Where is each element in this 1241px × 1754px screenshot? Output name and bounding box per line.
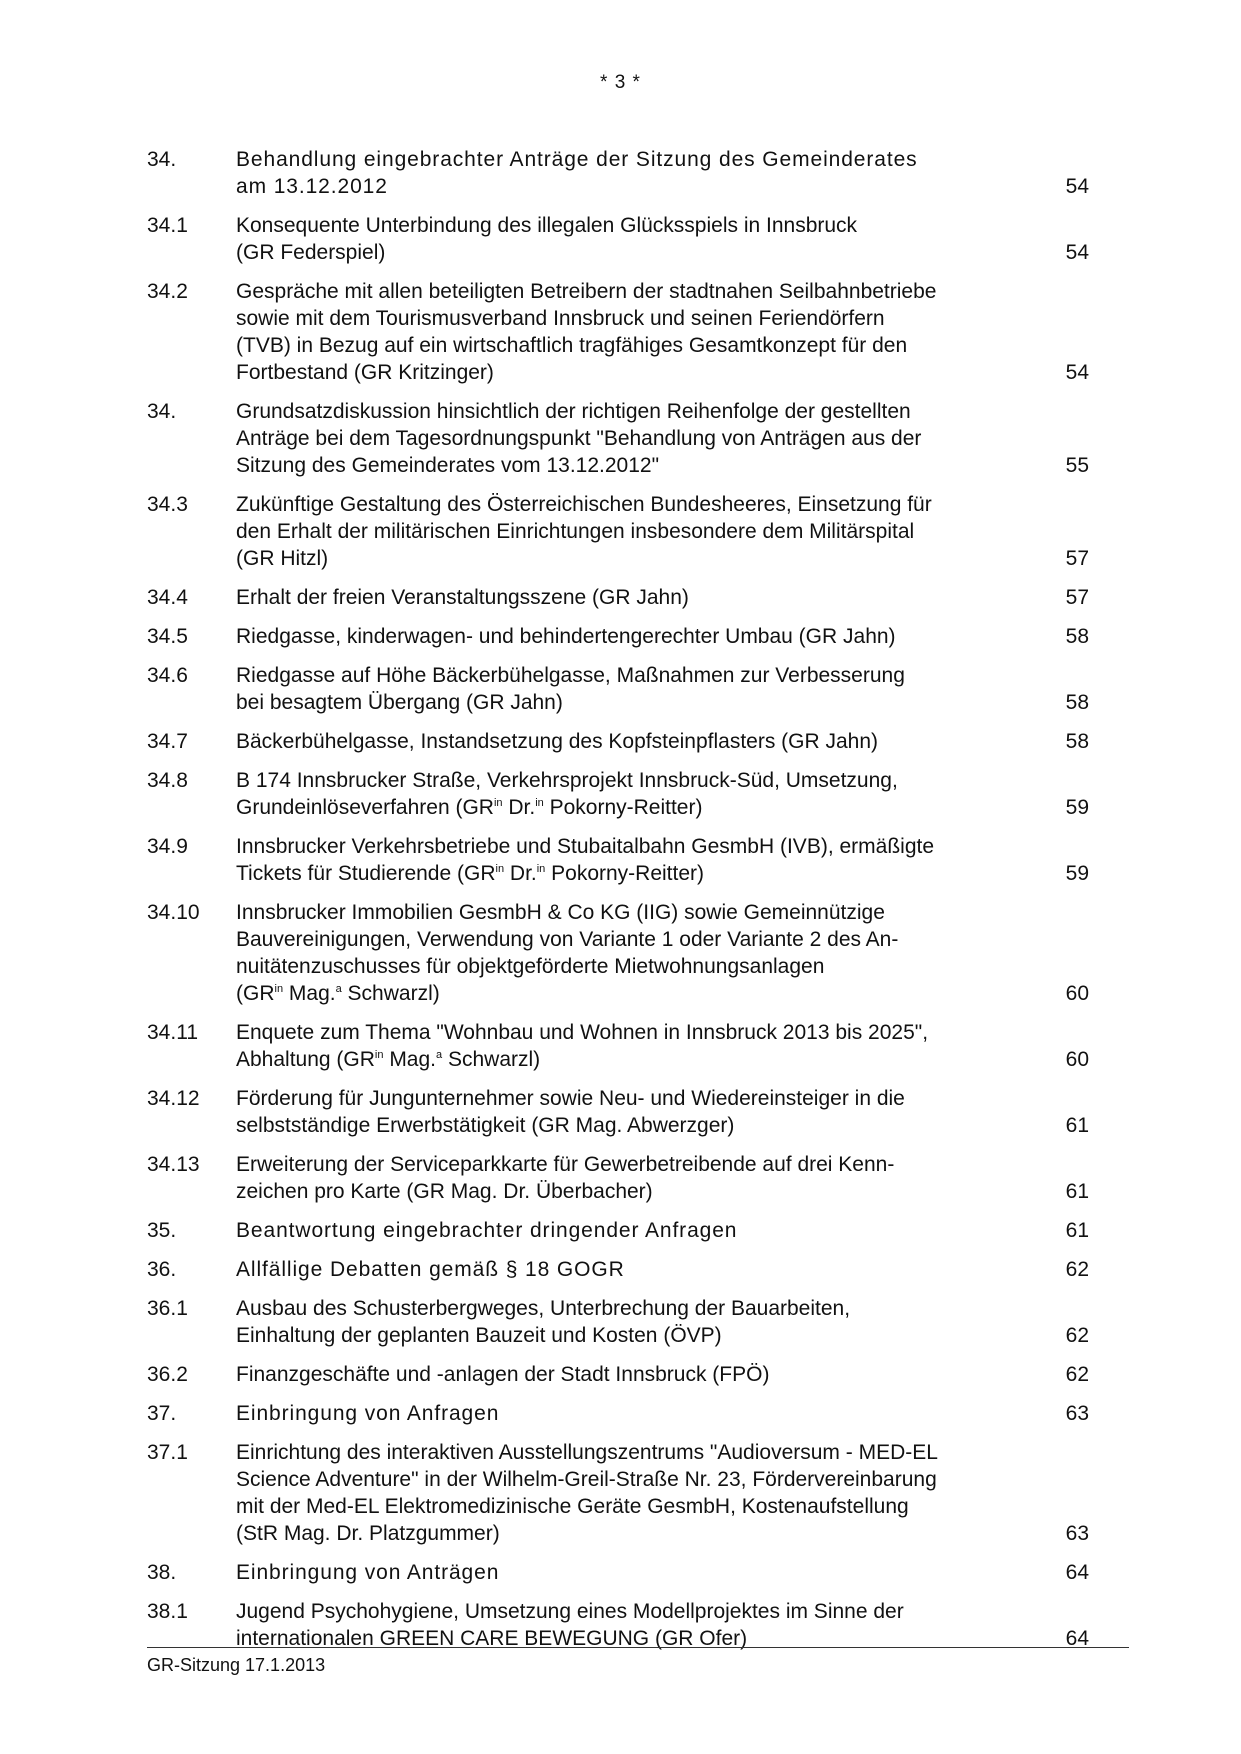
toc-entry: [147, 491, 1089, 572]
toc-entry-number: 34.1: [147, 214, 188, 237]
toc-entry-title-line: Finanzgeschäfte und -anlagen der Stadt Innsbruck (FPÖ): [236, 1363, 770, 1386]
toc-entry-title: [236, 728, 1039, 755]
toc-entry-number: 36.: [147, 1258, 177, 1281]
toc-entry-title: [236, 146, 1039, 200]
toc-entry-title-line: Grundsatzdiskussion hinsichtlich der richtigen Reihenfolge der gestellten: [236, 400, 911, 423]
toc-entry-title-line: (TVB) in Bezug auf ein wirtschaftlich tragfähiges Gesamtkonzept für den: [236, 334, 908, 357]
toc-entry-title-line: Bauvereinigungen, Verwendung von Variante 1 oder Variante 2 des An-: [236, 928, 899, 951]
toc-entry-title-line: Einbringung von Anträgen: [236, 1561, 500, 1584]
toc-entry-title-line: mit der Med-EL Elektromedizinische Geräte GesmbH, Kostenaufstellung: [236, 1495, 909, 1518]
toc-entry-title: [236, 833, 1039, 887]
toc-entry-title-line: Enquete zum Thema "Wohnbau und Wohnen in Innsbruck 2013 bis 2025",: [236, 1021, 929, 1044]
toc-entry: [147, 278, 1089, 386]
toc-entry-title-line: Einbringung von Anfragen: [236, 1402, 500, 1425]
toc-entry-title-line: am 13.12.2012: [236, 175, 388, 198]
toc-entry-title: [236, 1217, 1039, 1244]
toc-entry-title: [236, 899, 1039, 1007]
toc-entry-page: 61: [1065, 1219, 1089, 1242]
toc-entry-number: 34.4: [147, 586, 188, 609]
toc-entry-page: 59: [1065, 796, 1089, 819]
toc-entry-number: 37.: [147, 1402, 177, 1425]
toc-entry-title: [236, 1559, 1039, 1586]
toc-entry: [147, 1439, 1089, 1547]
toc-entry-title-line: selbstständige Erwerbstätigkeit (GR Mag. Abwerzger): [236, 1114, 735, 1137]
toc-entry-page: 61: [1065, 1114, 1089, 1137]
toc-entry-title-line: Fortbestand (GR Kritzinger): [236, 361, 494, 384]
toc-entry-title: [236, 623, 1039, 650]
toc-entry: [147, 584, 1089, 611]
toc-entry-title-line: Anträge bei dem Tagesordnungspunkt "Behandlung von Anträgen aus der: [236, 427, 922, 450]
toc-entry-title: [236, 398, 1039, 479]
toc-entry-title: [236, 1151, 1039, 1205]
toc-entry: [147, 1085, 1089, 1139]
toc-entry-number: 34.: [147, 400, 177, 423]
toc-entry-page: 61: [1065, 1180, 1089, 1203]
toc-entry-number: 34.5: [147, 625, 188, 648]
toc-entry-page: 64: [1065, 1627, 1089, 1650]
toc-entry-number: 37.1: [147, 1441, 188, 1464]
toc-entry-title: [236, 584, 1039, 611]
toc-entry-number: 34.8: [147, 769, 188, 792]
toc-entry-number: 35.: [147, 1219, 177, 1242]
toc-entry-number: 34.13: [147, 1153, 200, 1176]
toc-entry-title-line: Grundeinlöseverfahren ($GR^{in}$ Dr.$^{in}$ Pokorny-Reitter): [236, 796, 703, 819]
page-number: * 3 *: [600, 72, 641, 93]
toc-entry-title: [236, 1019, 1039, 1073]
toc-entry-page: 63: [1065, 1402, 1089, 1425]
toc-entry: [147, 1400, 1089, 1427]
toc-entry-number: 34.9: [147, 835, 188, 858]
toc-entry-page: 58: [1065, 691, 1089, 714]
toc-entry-title-line: (StR Mag. Dr. Platzgummer): [236, 1522, 500, 1545]
toc-entry-title-line: Einhaltung der geplanten Bauzeit und Kosten (ÖVP): [236, 1324, 722, 1347]
toc-entry-page: 64: [1065, 1561, 1089, 1584]
toc-entry-page: 60: [1065, 982, 1089, 1005]
toc-entry-page: 54: [1065, 241, 1089, 264]
toc-entry: [147, 623, 1089, 650]
toc-entry-title-line: (GR Hitzl): [236, 547, 329, 570]
toc-entry-title: [236, 1439, 1039, 1547]
toc-entry-title-line: Riedgasse auf Höhe Bäckerbühelgasse, Maßnahmen zur Verbesserung: [236, 664, 905, 687]
toc-entry-page: 62: [1065, 1363, 1089, 1386]
toc-entry-page: 62: [1065, 1324, 1089, 1347]
toc-entry: [147, 662, 1089, 716]
toc-entry-page: 63: [1065, 1522, 1089, 1545]
toc-entry-page: 57: [1065, 547, 1089, 570]
toc-entry-number: 34.10: [147, 901, 200, 924]
toc-entry-page: 55: [1065, 454, 1089, 477]
toc-entry-number: 38.1: [147, 1600, 188, 1623]
footer-divider: [147, 1647, 1129, 1648]
toc-entry-number: 34.: [147, 148, 177, 171]
toc-entry-page: 62: [1065, 1258, 1089, 1281]
toc-entry: [147, 1361, 1089, 1388]
toc-entry-title-line: Konsequente Unterbindung des illegalen Glücksspiels in Innsbruck: [236, 214, 858, 237]
toc-entry-number: 36.1: [147, 1297, 188, 1320]
toc-entry-title-line: Ausbau des Schusterbergweges, Unterbrechung der Bauarbeiten,: [236, 1297, 851, 1320]
toc-entry-page: 58: [1065, 625, 1089, 648]
toc-entry-title: [236, 1361, 1039, 1388]
toc-entry-title: [236, 1295, 1039, 1349]
toc-entry-number: 34.2: [147, 280, 188, 303]
toc-entry-title-line: B 174 Innsbrucker Straße, Verkehrsprojekt Innsbruck-Süd, Umsetzung,: [236, 769, 898, 792]
toc-entry-title: [236, 278, 1039, 386]
toc-entry-number: 34.11: [147, 1021, 198, 1044]
toc-entry: [147, 1598, 1089, 1652]
toc-entry: [147, 1295, 1089, 1349]
toc-entry-title-line: Abhaltung ($GR^{in}$ Mag.$^a$ Schwarzl): [236, 1048, 541, 1071]
toc-entry: [147, 1151, 1089, 1205]
toc-entry-page: 59: [1065, 862, 1089, 885]
toc-entry-title-line: Tickets für Studierende ($GR^{in}$ Dr.$^{in}$ Pokorny-Reitter): [236, 862, 705, 885]
toc-entry-title: [236, 1256, 1039, 1283]
toc-entry-title-line: Erweiterung der Serviceparkkarte für Gewerbetreibende auf drei Kenn-: [236, 1153, 895, 1176]
toc-entry-title: [236, 767, 1039, 821]
footer-text: GR-Sitzung 17.1.2013: [147, 1655, 326, 1675]
toc-entry-number: 34.12: [147, 1087, 200, 1110]
toc-entry-title-line: Riedgasse, kinderwagen- und behindertengerechter Umbau (GR Jahn): [236, 625, 896, 648]
toc-entry-title-line: Behandlung eingebrachter Anträge der Sitzung des Gemeinderates: [236, 148, 918, 171]
toc-entry-title-line: Erhalt der freien Veranstaltungsszene (GR Jahn): [236, 586, 689, 609]
toc-entry-title-line: Jugend Psychohygiene, Umsetzung eines Modellprojektes im Sinne der: [236, 1600, 904, 1623]
toc-entry-number: 36.2: [147, 1363, 188, 1386]
toc-entry-title: [236, 1400, 1039, 1427]
toc-entry: [147, 767, 1089, 821]
toc-entry-title-line: (GR Federspiel): [236, 241, 386, 264]
toc-entry-number: 38.: [147, 1561, 177, 1584]
toc-entry-page: 54: [1065, 175, 1089, 198]
toc-entry-title-line: zeichen pro Karte (GR Mag. Dr. Überbacher): [236, 1180, 653, 1203]
toc-entry-page: 57: [1065, 586, 1089, 609]
toc-entry-title-line: Gespräche mit allen beteiligten Betreibern der stadtnahen Seilbahnbetriebe: [236, 280, 937, 303]
toc-entry-title-line: Bäckerbühelgasse, Instandsetzung des Kopfsteinpflasters (GR Jahn): [236, 730, 879, 753]
toc-entry: [147, 398, 1089, 479]
toc-entry: [147, 146, 1089, 200]
toc-entry: [147, 1217, 1089, 1244]
toc-entry-title-line: Zukünftige Gestaltung des Österreichischen Bundesheeres, Einsetzung für: [236, 493, 932, 516]
toc-entry-title-line: Beantwortung eingebrachter dringender Anfragen: [236, 1219, 738, 1242]
toc-entry-title-line: nuitätenzuschusses für objektgeförderte Mietwohnungsanlagen: [236, 955, 825, 978]
toc-entry: [147, 899, 1089, 1007]
toc-entry: [147, 833, 1089, 887]
toc-entry-title: [236, 1598, 1039, 1652]
toc-entry-title-line: Einrichtung des interaktiven Ausstellungszentrums "Audioversum - MED-EL: [236, 1441, 938, 1464]
toc-entry-title-line: sowie mit dem Tourismusverband Innsbruck und seinen Feriendörfern: [236, 307, 885, 330]
toc-entry-number: 34.7: [147, 730, 188, 753]
toc-entry: [147, 1256, 1089, 1283]
toc-entry: [147, 212, 1089, 266]
toc-entry-title: [236, 662, 1039, 716]
toc-entry-page: 58: [1065, 730, 1089, 753]
table-of-contents: [147, 146, 1089, 1664]
toc-entry-page: 60: [1065, 1048, 1089, 1071]
toc-entry-page: 54: [1065, 361, 1089, 384]
toc-entry-title-line: bei besagtem Übergang (GR Jahn): [236, 691, 563, 714]
toc-entry-title-line: Innsbrucker Verkehrsbetriebe und Stubaitalbahn GesmbH (IVB), ermäßigte: [236, 835, 935, 858]
toc-entry-title-line: internationalen GREEN CARE BEWEGUNG (GR Ofer): [236, 1627, 748, 1650]
toc-entry-title: [236, 212, 1039, 266]
toc-entry-title-line: Allfällige Debatten gemäß § 18 GOGR: [236, 1258, 625, 1281]
toc-entry-title: [236, 491, 1039, 572]
toc-entry-title-line: den Erhalt der militärischen Einrichtungen insbesondere dem Militärspital: [236, 520, 915, 543]
toc-entry-number: 34.6: [147, 664, 188, 687]
toc-entry: [147, 728, 1089, 755]
toc-entry-title-line: Sitzung des Gemeinderates vom 13.12.2012": [236, 454, 660, 477]
toc-entry: [147, 1559, 1089, 1586]
toc-entry-title-line: ($GR^{in}$ Mag.$^a$ Schwarzl): [236, 982, 440, 1005]
toc-entry-number: 34.3: [147, 493, 188, 516]
toc-entry: [147, 1019, 1089, 1073]
toc-entry-title-line: Förderung für Jungunternehmer sowie Neu- und Wiedereinsteiger in die: [236, 1087, 905, 1110]
toc-entry-title-line: Science Adventure" in der Wilhelm-Greil-Straße Nr. 23, Fördervereinbarung: [236, 1468, 937, 1491]
toc-entry-title-line: Innsbrucker Immobilien GesmbH & Co KG (IIG) sowie Gemeinnützige: [236, 901, 885, 924]
toc-entry-title: [236, 1085, 1039, 1139]
